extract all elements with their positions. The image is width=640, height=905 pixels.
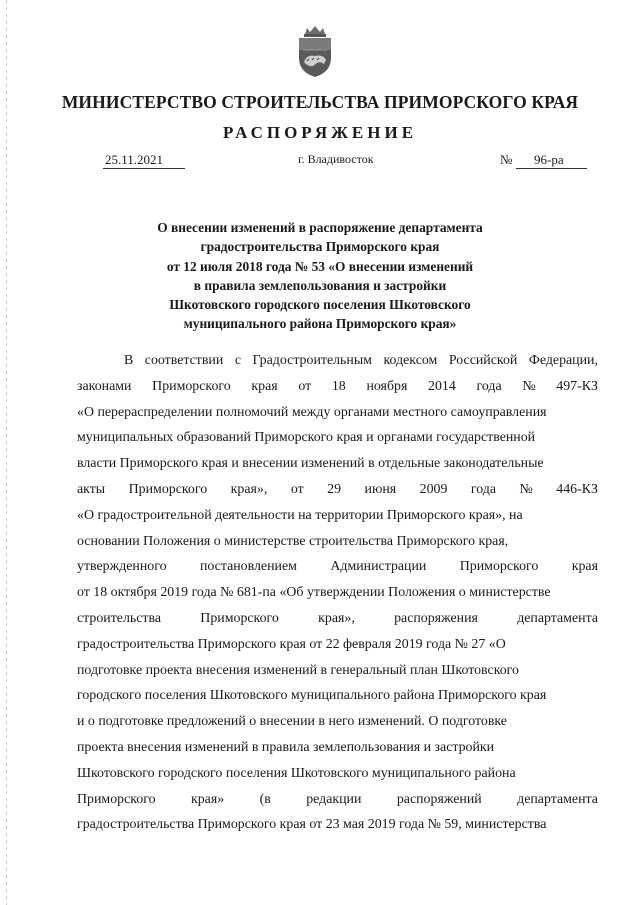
body-word: Приморского: [77, 791, 156, 807]
body-line: [77, 477, 598, 503]
body-line: городского поселения Шкотовского муниципального района Приморского края: [77, 688, 547, 704]
body-word: кодексом: [383, 353, 438, 368]
body-word: 446-КЗ: [556, 481, 598, 497]
body-word: законами: [77, 378, 132, 394]
body-word: В: [124, 353, 134, 368]
body-line: проекта внесения изменений в правила землепользования и застройки: [77, 739, 495, 755]
body-line: [77, 606, 598, 632]
body-word: края: [251, 378, 278, 394]
document-type: РАСПОРЯЖЕНИЕ: [222, 123, 418, 142]
body-line: [77, 554, 598, 580]
body-word: 18: [331, 378, 346, 394]
subject-line: Шкотовского городского поселения Шкотовского: [169, 297, 471, 313]
body-word: постановлением: [199, 559, 297, 575]
body-line: [77, 348, 598, 374]
body-word: края»,: [318, 610, 355, 626]
body-word: редакции: [306, 791, 362, 807]
body-line: «О перераспределении полномочий между органами местного самоуправления: [77, 404, 547, 420]
body-word: 29: [327, 481, 342, 497]
body-word: края»: [190, 791, 225, 807]
body-word: Приморского: [128, 481, 208, 497]
ministry-name: МИНИСТЕРСТВО СТРОИТЕЛЬСТВА ПРИМОРСКОГО КРАЯ: [61, 92, 579, 112]
body-word: №: [522, 378, 536, 394]
document-meta: [0, 152, 640, 174]
document-number: 96-ра: [516, 152, 587, 169]
body-word: строительства: [77, 610, 162, 626]
body-word: (в: [259, 791, 271, 807]
body-line: и о подготовке предложений о внесении в него изменений. О подготовке: [77, 714, 507, 730]
body-line: муниципальных образований Приморского края и органами государственной: [77, 430, 536, 446]
body-word: года: [476, 378, 502, 394]
body-word: от: [298, 378, 312, 394]
body-word: соответствии: [144, 353, 224, 368]
body-word: 497-КЗ: [556, 378, 598, 394]
body-line: подготовке проекта внесения изменений в генеральный план Шкотовского: [77, 662, 519, 678]
body-word: 2014: [428, 378, 456, 394]
body-word: Администрации: [330, 559, 427, 575]
body-line: власти Приморского края и внесении изменений в отдельные законодательные: [77, 456, 544, 472]
body-line: градостроительства Приморского края от 22 февраля 2019 года № 27 «О: [77, 636, 506, 652]
body-line: «О градостроительной деятельности на территории Приморского края», на: [77, 507, 523, 523]
document-subject: [110, 218, 530, 334]
body-word: Приморского: [152, 378, 231, 394]
body-line: [77, 374, 598, 400]
body-word: с: [234, 353, 241, 368]
coat-of-arms-icon: [293, 26, 337, 78]
document-body: [77, 348, 598, 838]
body-line: [77, 787, 598, 813]
body-word: Градостроительным: [252, 353, 372, 368]
subject-line: О внесении изменений в распоряжение департамента: [157, 220, 483, 235]
body-word: распоряжения: [394, 610, 478, 626]
body-word: распоряжений: [396, 791, 482, 807]
subject-line: градостроительства Приморского края: [200, 239, 440, 255]
subject-line: в правила землепользования и застройки: [193, 277, 447, 293]
body-word: от: [290, 481, 304, 497]
document-date: 25.11.2021: [103, 152, 185, 169]
body-word: акты: [77, 481, 106, 497]
body-word: Приморского: [200, 610, 279, 626]
subject-line: от 12 июля 2018 года № 53 «О внесении изменений: [166, 258, 474, 274]
body-word: Российской: [448, 353, 518, 368]
body-word: Приморского: [459, 559, 539, 575]
number-label: №: [500, 152, 513, 167]
subject-line: муниципального района Приморского края»: [183, 316, 457, 332]
body-word: июня: [364, 481, 397, 497]
body-word: департамента: [517, 610, 598, 626]
body-line: от 18 октября 2019 года № 681-па «Об утверждении Положения о министерстве: [77, 585, 551, 601]
body-word: ноября: [366, 378, 408, 394]
body-word: края: [571, 559, 598, 575]
body-word: департамента: [517, 791, 598, 807]
body-line: градостроительства Приморского края от 23 мая 2019 года № 59, министерства: [77, 817, 547, 833]
body-word: года: [470, 481, 497, 497]
body-word: №: [519, 481, 533, 497]
body-line: основании Положения о министерстве строительства Приморского края,: [77, 533, 509, 549]
body-word: 2009: [419, 481, 448, 497]
body-line: Шкотовского городского поселения Шкотовского муниципального района: [77, 765, 516, 781]
body-word: Федерации,: [528, 353, 598, 368]
document-city: г. Владивосток: [298, 152, 374, 166]
body-word: края»,: [230, 481, 268, 497]
body-word: утвержденного: [77, 559, 167, 575]
